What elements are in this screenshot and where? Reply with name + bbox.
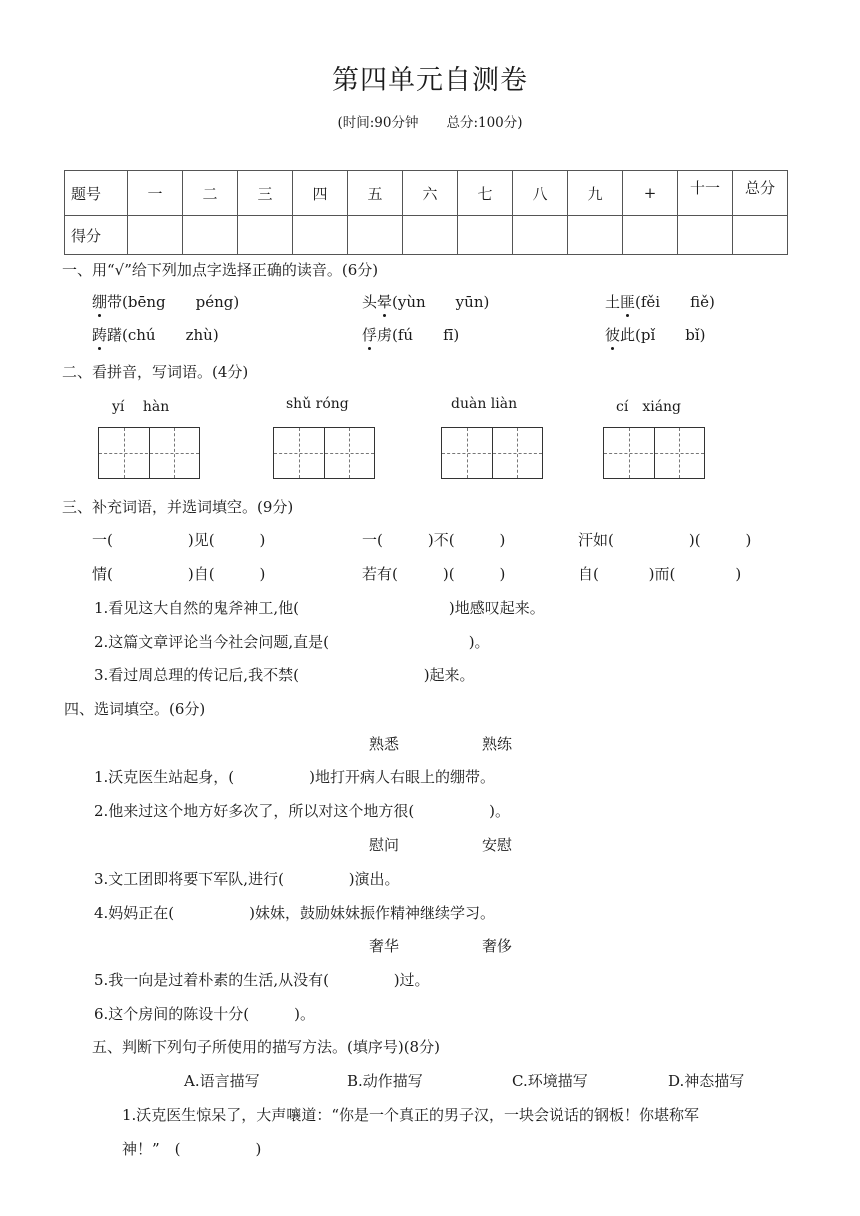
fill-sentence[interactable]: 神！” ( ) [122, 1140, 262, 1158]
word-choice: 奢侈 [482, 937, 513, 955]
col-header: 九 [568, 171, 623, 216]
fill-sentence[interactable]: 2.他来过这个地方好多次了，所以对这个地方很( )。 [94, 802, 511, 820]
fill-sentence[interactable]: 3.看过周总理的传记后,我不禁( )起来。 [94, 666, 475, 684]
option-label: A.语言描写 [184, 1072, 260, 1090]
score-cell[interactable] [458, 216, 513, 255]
q1-heading: 一、用“√”给下列加点字选择正确的读音。(6分) [62, 261, 379, 279]
q5-heading: 五、判断下列句子所使用的描写方法。(填序号)(8分) [92, 1038, 440, 1056]
fill-sentence[interactable]: 3.文工团即将要下军队,进行( )演出。 [94, 870, 400, 888]
row-label-question: 题号 [65, 171, 128, 216]
idiom-blank[interactable]: 情( )自( ) [92, 565, 266, 583]
q1-item: 俘虏(fú fī) [362, 326, 460, 344]
idiom-blank[interactable]: 一( )不( ) [362, 531, 506, 549]
time-limit: (时间:90分钟 [337, 115, 419, 131]
option-label: B.动作描写 [347, 1072, 423, 1090]
q3-heading: 三、补充词语，并选词填空。(9分) [62, 498, 294, 516]
pinyin-label: duàn liàn [451, 396, 518, 412]
fill-sentence[interactable]: 1.看见这大自然的鬼斧神工,他( )地感叹起来。 [94, 599, 545, 617]
score-cell[interactable] [623, 216, 678, 255]
word-choice: 安慰 [482, 836, 513, 854]
word-choice: 奢华 [369, 937, 400, 955]
idiom-blank[interactable]: 一( )见( ) [92, 531, 266, 549]
score-cell[interactable] [348, 216, 403, 255]
score-cell[interactable] [513, 216, 568, 255]
q4-heading: 四、选词填空。(6分) [64, 700, 206, 718]
score-cell[interactable] [733, 216, 788, 255]
page-title: 第四单元自测卷 [332, 65, 528, 96]
q1-item: 头晕(yùn yūn) [362, 293, 490, 311]
score-cell[interactable] [568, 216, 623, 255]
dotted-char: 绷 [92, 293, 108, 311]
q1-item: 踌躇(chú zhù) [92, 326, 219, 344]
score-cell[interactable] [678, 216, 733, 255]
idiom-blank[interactable]: 自( )而( ) [578, 565, 742, 583]
writing-grid[interactable] [441, 427, 543, 479]
col-header: 一 [128, 171, 183, 216]
dotted-char: 彼 [605, 326, 621, 344]
writing-grid[interactable] [603, 427, 705, 479]
score-table-score-row [65, 216, 788, 255]
row-label-score: 得分 [65, 216, 128, 255]
score-cell[interactable] [183, 216, 238, 255]
q1-item: 彼此(pǐ bǐ) [605, 326, 706, 344]
col-header: + [623, 171, 678, 216]
col-header: 六 [403, 171, 458, 216]
fill-sentence[interactable]: 6.这个房间的陈设十分( )。 [94, 1005, 316, 1023]
q1-item: 绷带(bēng péng) [92, 293, 240, 311]
writing-grid[interactable] [98, 427, 200, 479]
score-cell[interactable] [293, 216, 348, 255]
word-choice: 熟悉 [369, 735, 400, 753]
pinyin-label: yí hàn [112, 399, 170, 415]
q1-item: 土匪(fěi fiě) [605, 293, 715, 311]
score-cell[interactable] [128, 216, 183, 255]
fill-sentence: 1.沃克医生惊呆了，大声嚷道：“你是一个真正的男子汉，一块会说话的钢板！你堪称军 [122, 1106, 699, 1124]
word-choice: 慰问 [369, 836, 400, 854]
q2-heading: 二、看拼音，写词语。(4分) [62, 363, 249, 381]
col-header: 四 [293, 171, 348, 216]
idiom-blank[interactable]: 汗如( )( ) [578, 531, 752, 549]
score-table [64, 170, 788, 255]
dotted-char: 匪 [620, 293, 636, 311]
col-header: 八 [513, 171, 568, 216]
fill-sentence[interactable]: 1.沃克医生站起身，( )地打开病人右眼上的绷带。 [94, 768, 496, 786]
fill-sentence[interactable]: 2.这篇文章评论当今社会问题,直是( )。 [94, 633, 490, 651]
col-header-total: 总分 [733, 171, 788, 216]
score-cell[interactable] [238, 216, 293, 255]
col-header: 二 [183, 171, 238, 216]
col-header: 三 [238, 171, 293, 216]
writing-grid[interactable] [273, 427, 375, 479]
idiom-blank[interactable]: 若有( )( ) [362, 565, 506, 583]
total-score: 总分:100分) [446, 115, 523, 131]
fill-sentence[interactable]: 4.妈妈正在( )妹妹，鼓励妹妹振作精神继续学习。 [94, 904, 496, 922]
col-header: 七 [458, 171, 513, 216]
col-header: 五 [348, 171, 403, 216]
fill-sentence[interactable]: 5.我一向是过着朴素的生活,从没有( )过。 [94, 971, 430, 989]
dotted-char: 晕 [377, 293, 393, 311]
col-header: 十一 [678, 171, 733, 216]
page-subtitle [0, 111, 860, 131]
score-cell[interactable] [403, 216, 458, 255]
pinyin-label: shǔ róng [286, 396, 349, 412]
option-label: D.神态描写 [668, 1072, 745, 1090]
dotted-char: 踌 [92, 326, 108, 344]
word-choice: 熟练 [482, 735, 513, 753]
option-label: C.环境描写 [512, 1072, 588, 1090]
score-table-header-row [65, 171, 788, 216]
dotted-char: 俘 [362, 326, 378, 344]
pinyin-label: cí xiáng [616, 399, 682, 415]
